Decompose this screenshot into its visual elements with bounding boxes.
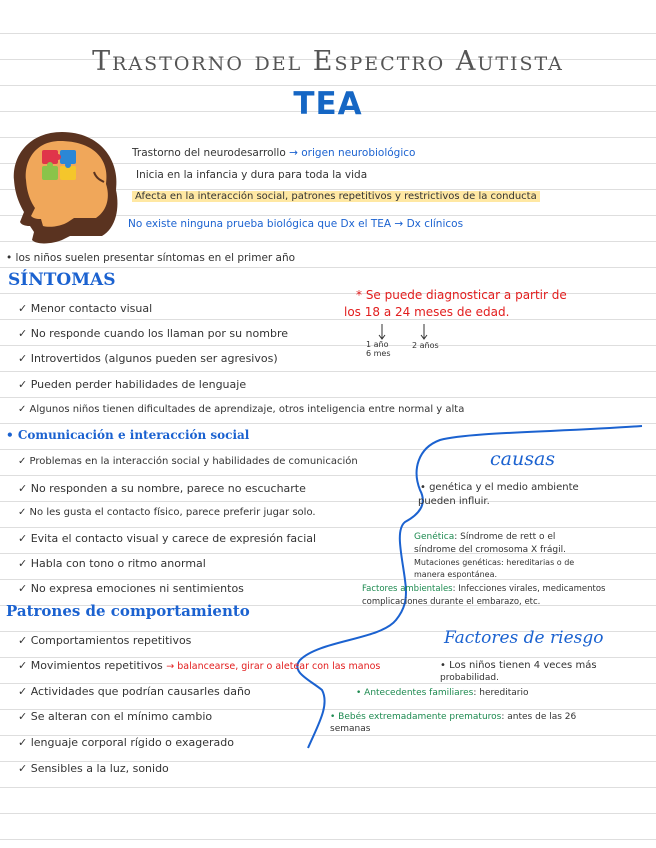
sintoma-item: ✓ Introvertidos (algunos pueden ser agresivos) [18,352,278,365]
diagnosis-note-1: * Se puede diagnosticar a partir de [356,288,567,302]
diagnosis-note-2: los 18 a 24 meses de edad. [344,305,510,319]
sintoma-item: ✓ Menor contacto visual [18,302,153,315]
patron-item: ✓ Comportamientos repetitivos [18,634,192,647]
comunicacion-item: ✓ No responden a su nombre, parece no escucharte [18,482,306,495]
factor-1-line-1: • Los niños tienen 4 veces más [440,660,597,671]
patron-item: ✓ Sensibles a la luz, sonido [18,762,169,775]
causas-intro-2: pueden influir. [418,496,490,507]
genetica-line-4: manera espontánea. [414,570,498,579]
patron-text: ✓ Movimientos repetitivos [18,659,163,672]
genetica-text: : Síndrome de rett o el [454,532,556,542]
sintoma-item: ✓ No responde cuando los llaman por su nombre [18,327,288,340]
comunicacion-heading: • Comunicación e interacción social [6,428,250,442]
age-label-1b: 6 mes [366,349,391,358]
patrones-heading: Patrones de comportamiento [6,602,250,620]
patron-item: ✓ Se alteran con el mínimo cambio [18,710,213,723]
comunicacion-item: ✓ No expresa emociones ni sentimientos [18,582,244,595]
patron-item: ✓ lenguaje corporal rígido o exagerado [18,736,234,749]
ambientales-text: : Infecciones virales, medicamentos [452,584,606,594]
intro-line-3: Afecta en la interacción social, patrones repetitivos y restrictivos de la conducta [132,191,540,202]
comunicacion-item: ✓ Habla con tono o ritmo anormal [18,557,206,570]
ambientales-line-1 [362,584,606,594]
age-label-1a: 1 año [366,340,389,349]
intro-arrow-text: → origen neurobiológico [289,147,416,159]
acronym-title: TEA [293,86,363,122]
intro-line-2: Inicia en la infancia y dura para toda la vida [136,169,368,181]
age-label-1 [366,340,391,358]
head-puzzle-icon [14,132,118,243]
factor-1-line-2: probabilidad. [440,673,499,683]
first-year-note: • los niños suelen presentar síntomas en el primer año [6,252,296,264]
age-label-2: 2 años [412,341,439,350]
factor-3-text: : antes de las 26 [501,712,577,722]
factor-2-text: : hereditario [473,688,529,698]
factor-3-label: • Bebés extremadamente prematuros [330,712,502,722]
genetica-line-3: Mutaciones genéticas: hereditarias o de [414,558,575,567]
comunicacion-item: ✓ No les gusta el contacto físico, parece preferir jugar solo. [18,507,316,518]
genetica-line-1 [414,532,555,542]
factor-2 [356,688,529,698]
sintoma-item: ✓ Algunos niños tienen dificultades de aprendizaje, otros inteligencia entre normal y alta [18,404,465,415]
sintoma-item: ✓ Pueden perder habilidades de lenguaje [18,378,247,391]
comunicacion-item: ✓ Problemas en la interacción social y habilidades de comunicación [18,456,358,467]
movimientos-detail: → balancearse, girar o aletear con las manos [166,661,381,672]
page-title: Trastorno del Espectro Autista [92,46,564,77]
factor-3-line-1 [330,712,576,722]
genetica-label: Genética [414,532,455,542]
causas-heading: causas [490,448,556,470]
ambientales-line-2: complicaciones durante el embarazo, etc. [362,597,541,607]
genetica-line-2: síndrome del cromosoma X frágil. [414,545,566,555]
sintomas-heading: SÍNTOMAS [8,270,116,290]
intro-text-1: Trastorno del neurodesarrollo [132,147,286,159]
causas-intro-1: • genética y el medio ambiente [420,482,579,493]
factor-3-line-2: semanas [330,724,371,734]
patron-item: ✓ Actividades que podrían causarles daño [18,685,251,698]
factor-2-label: • Antecedentes familiares [356,688,474,698]
intro-line-4: No existe ninguna prueba biológica que Dx el TEA → Dx clínicos [128,218,464,230]
comunicacion-item: ✓ Evita el contacto visual y carece de expresión facial [18,532,317,545]
arrow-down-icon [379,324,427,339]
factores-heading: Factores de riesgo [444,628,604,648]
ambientales-label: Factores ambientales [362,584,453,594]
patron-item [18,659,380,672]
intro-line-1 [132,147,415,159]
